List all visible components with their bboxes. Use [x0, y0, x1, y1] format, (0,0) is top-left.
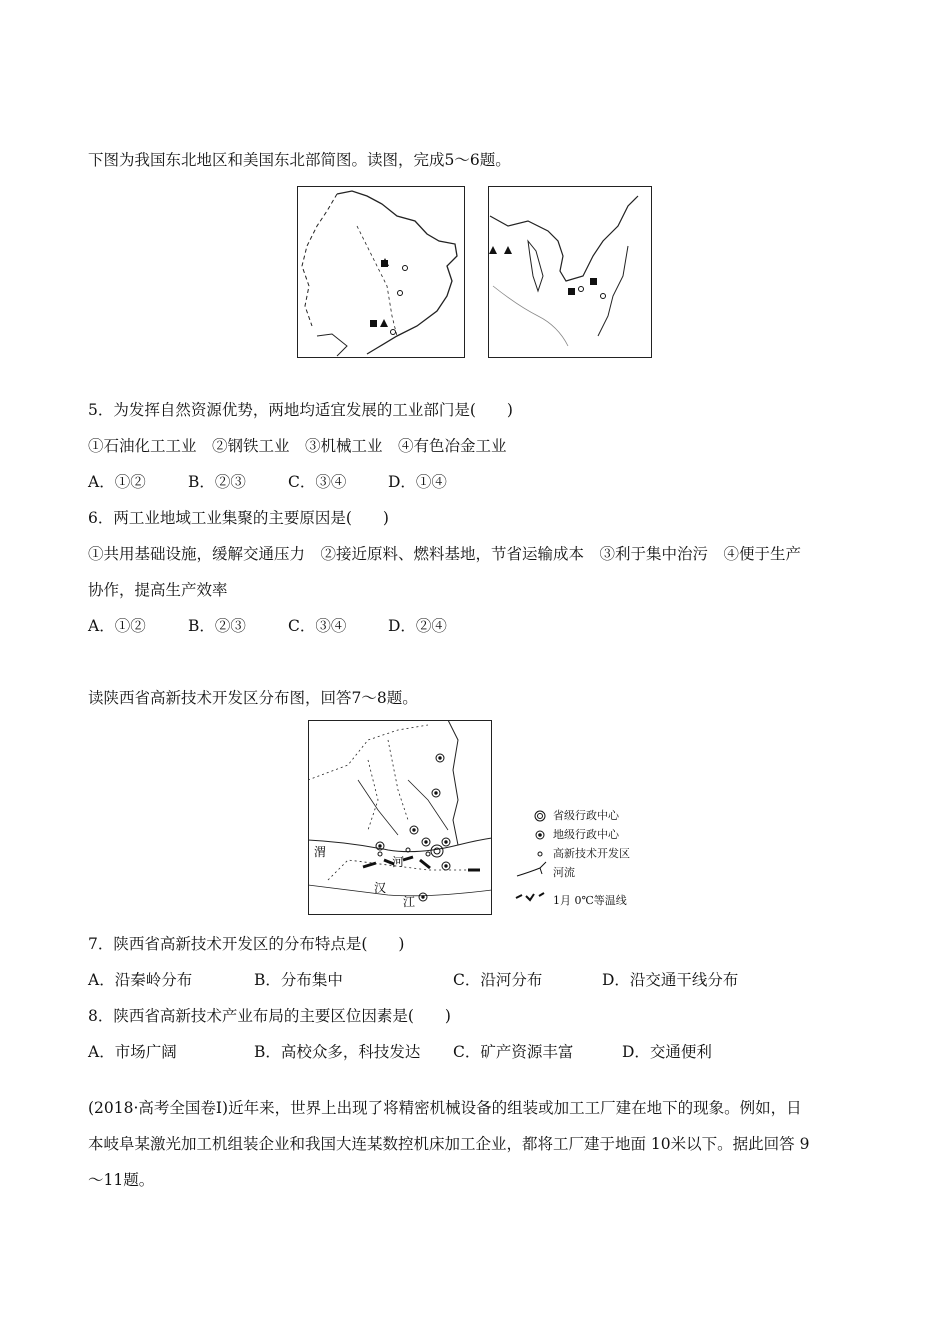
provincial-center-icon	[535, 811, 545, 821]
q8-option-d[interactable]: D．交通便利	[622, 1043, 712, 1061]
q6-option-b[interactable]: B．②③	[188, 617, 246, 635]
question-7-stem: 7．陕西省高新技术开发区的分布特点是( )	[88, 935, 405, 953]
passage-line-2: 本岐阜某激光加工机组装企业和我国大连某数控机床加工企业，都将工厂建于地面 10米以下。据此回答 9	[88, 1135, 810, 1153]
section2-intro: 读陕西省高新技术开发区分布图，回答7～8题。	[88, 689, 418, 707]
q5-option-b[interactable]: B．②③	[188, 473, 246, 491]
legend-prefecture: 地级行政中心	[553, 828, 619, 841]
passage-line-1: (2018·高考全国卷Ⅰ)近年来，世界上出现了将精密机械设备的组装或加工工厂建在地下的现象。例如，日	[88, 1099, 802, 1117]
q8-option-b[interactable]: B．高校众多，科技发达	[254, 1043, 421, 1061]
map-label-he: 河	[392, 855, 405, 869]
isotherm-icon	[516, 893, 544, 900]
q5-option-c[interactable]: C．③④	[288, 473, 347, 491]
q5-option-d[interactable]: D．①④	[388, 473, 447, 491]
map-shaanxi	[308, 720, 492, 915]
q7-option-b[interactable]: B．分布集中	[254, 971, 343, 989]
question-6-items-line1: ①共用基础设施，缓解交通压力 ②接近原料、燃料基地，节省运输成本 ③利于集中治污 ④便于生产	[88, 545, 802, 563]
map-northeast-china	[297, 186, 465, 358]
q6-option-a[interactable]: A．①②	[88, 617, 146, 635]
q7-option-c[interactable]: C．沿河分布	[453, 971, 543, 989]
q5-option-a[interactable]: A．①②	[88, 473, 146, 491]
legend-isotherm: 1月 0℃等温线	[553, 894, 627, 907]
question-6-stem: 6．两工业地域工业集聚的主要原因是( )	[88, 509, 389, 527]
q8-option-a[interactable]: A．市场广阔	[88, 1043, 177, 1061]
q8-option-c[interactable]: C．矿产资源丰富	[453, 1043, 574, 1061]
map-northeast-usa	[488, 186, 652, 358]
passage-line-3: ～11题。	[88, 1171, 155, 1189]
question-5-stem: 5．为发挥自然资源优势，两地均适宜发展的工业部门是( )	[88, 401, 513, 419]
question-8-stem: 8．陕西省高新技术产业布局的主要区位因素是( )	[88, 1007, 451, 1025]
intro-text: 下图为我国东北地区和美国东北部简图。读图，完成5～6题。	[88, 151, 511, 169]
question-6-items-line2: 协作，提高生产效率	[88, 581, 228, 599]
q6-option-c[interactable]: C．③④	[288, 617, 347, 635]
river-icon	[517, 862, 546, 876]
legend-hightech: 高新技术开发区	[553, 847, 630, 860]
map-label-jiang: 江	[403, 895, 416, 909]
q7-option-a[interactable]: A．沿秦岭分布	[88, 971, 193, 989]
legend-river: 河流	[553, 866, 575, 879]
legend-provincial: 省级行政中心	[553, 809, 619, 822]
q6-option-d[interactable]: D．②④	[388, 617, 447, 635]
question-5-items: ①石油化工工业 ②钢铁工业 ③机械工业 ④有色冶金工业	[88, 437, 507, 455]
map-label-han: 汉	[374, 881, 387, 895]
q7-option-d[interactable]: D．沿交通干线分布	[602, 971, 739, 989]
map-label-wei: 渭	[314, 845, 327, 859]
hightech-zone-icon	[538, 852, 542, 856]
